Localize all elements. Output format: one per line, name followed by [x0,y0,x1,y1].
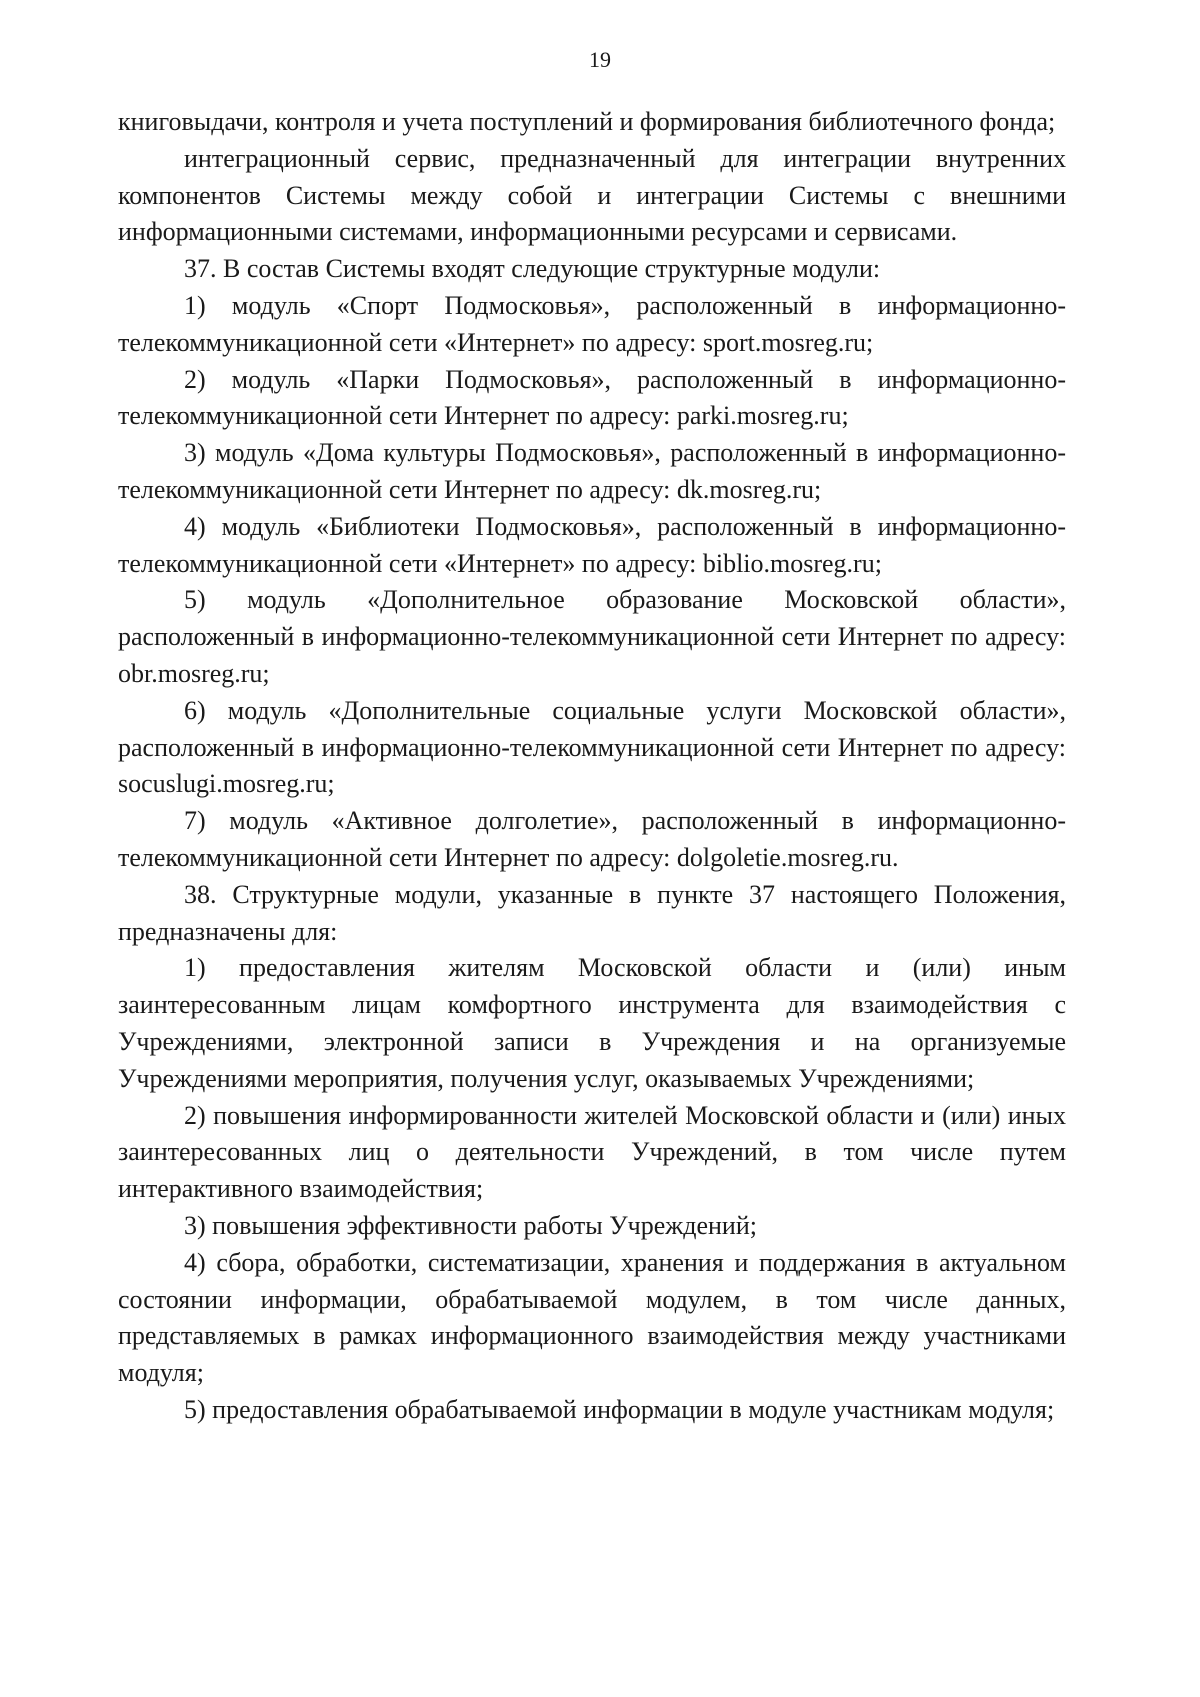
paragraph-integration-service: интеграционный сервис, предназначенный для интеграции внутренних компонентов Системы между собой и интеграции Системы с внешними информационными системами, информационными ресурсами и сервисами. [118,143,1066,247]
paragraph-clause-37: 37. В состав Системы входят следующие структурные модули: [184,254,881,284]
list-item-module-libraries: 4) модуль «Библиотеки Подмосковья», расположенный в информационно-телекоммуникационной сети «Интернет» по адресу: biblio.mosreg.ru; [118,511,1066,578]
list-item-module-sport: 1) модуль «Спорт Подмосковья», расположенный в информационно-телекоммуникационной сети «Интернет» по адресу: sport.mosreg.ru; [118,290,1066,357]
list-item-purpose-5: 5) предоставления обрабатываемой информации в модуле участникам модуля; [184,1394,1055,1424]
list-item-module-social: 6) модуль «Дополнительные социальные услуги Московской области», расположенный в информационно-телекоммуникационной сети Интернет по адресу: socuslugi.mosreg.ru; [118,695,1066,799]
paragraph-continuation: книговыдачи, контроля и учета поступлений и формирования библиотечного фонда; [118,107,1056,136]
list-item-module-parks: 2) модуль «Парки Подмосковья», расположенный в информационно-телекоммуникационной сети Интернет по адресу: parki.mosreg.ru; [118,364,1066,431]
list-item-purpose-4: 4) сбора, обработки, систематизации, хранения и поддержания в актуальном состоянии информации, обрабатываемой модулем, в том числе данных, представляемых в рамках информационного взаимодействия между участниками модуля; [118,1247,1066,1388]
document-body [118,104,1066,1429]
paragraph-clause-38: 38. Структурные модули, указанные в пункте 37 настоящего Положения, предназначены для: [118,879,1066,946]
list-item-purpose-3: 3) повышения эффективности работы Учреждений; [184,1210,757,1240]
list-item-module-longevity: 7) модуль «Активное долголетие», расположенный в информационно-телекоммуникационной сети Интернет по адресу: dolgoletie.mosreg.ru. [118,806,1066,872]
list-item-module-education: 5) модуль «Дополнительное образование Московской области», расположенный в информационно-телекоммуникационной сети Интернет по адресу: obr.mosreg.ru; [118,585,1066,688]
list-item-purpose-2: 2) повышения информированности жителей Московской области и (или) иных заинтересованных лиц о деятельности Учреждений, в том числе путем интерактивного взаимодействия; [118,1100,1066,1204]
page-number: 19 [589,47,611,72]
list-item-module-culture: 3) модуль «Дома культуры Подмосковья», расположенный в информационно-телекоммуникационной сети Интернет по адресу: dk.mosreg.ru; [118,438,1066,504]
list-item-purpose-1: 1) предоставления жителям Московской области и (или) иным заинтересованным лицам комфортного инструмента для взаимодействия с Учреждениями, электронной записи в Учреждения и на организуемые Учреждениями мероприятия, получения услуг, оказываемых Учреждениями; [118,953,1066,1093]
